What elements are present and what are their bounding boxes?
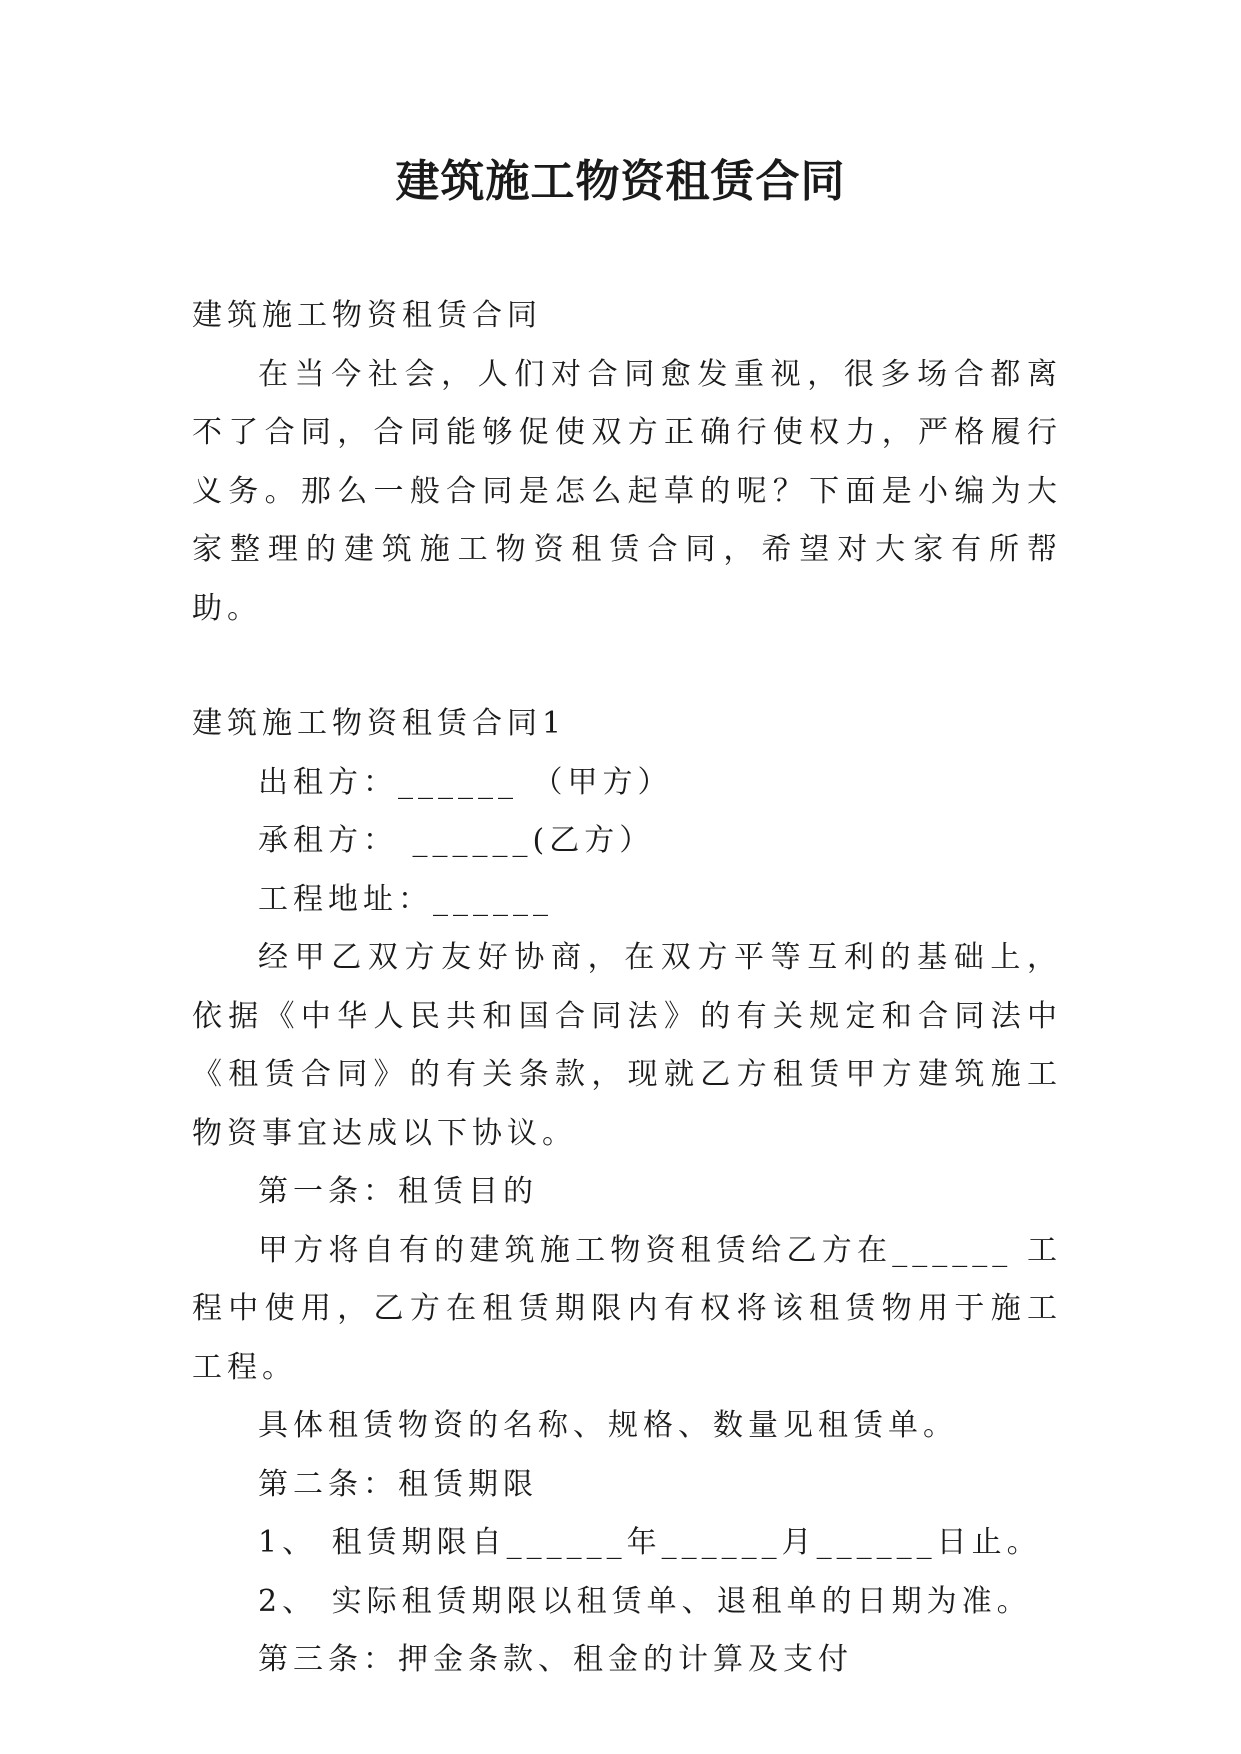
article-2-item-2: 2、 实际租赁期限以租赁单、退租单的日期为准。	[258, 1583, 1032, 1619]
article-2-heading: 第二条：租赁期限	[258, 1466, 538, 1502]
article-1-text: 甲方将自有的建筑施工物资租赁给乙方在______ 工程中使用，乙方在租赁期限内有权将该租赁物用于施工工程。	[192, 1232, 1062, 1385]
article-1-heading: 第一条：租赁目的	[258, 1174, 538, 1209]
lessee-line: 承租方： ______(乙方）	[258, 823, 655, 858]
document-body	[192, 287, 1062, 1690]
document-title: 建筑施工物资租赁合同	[395, 156, 846, 207]
subtitle-paragraph: 建筑施工物资租赁合同	[192, 298, 542, 333]
agreement-preamble: 经甲乙双方友好协商，在双方平等互利的基础上，依据《中华人民共和国合同法》的有关规定和合同法中《租赁合同》的有关条款，现就乙方租赁甲方建筑施工物资事宜达成以下协议。	[192, 940, 1062, 1151]
project-address-line: 工程地址：______	[258, 881, 553, 917]
article-3-heading: 第三条：押金条款、租金的计算及支付	[258, 1642, 853, 1677]
lessor-line: 出租方：______ （甲方）	[258, 764, 673, 800]
contract-heading: 建筑施工物资租赁合同1	[192, 706, 567, 741]
intro-paragraph: 在当今社会，人们对合同愈发重视，很多场合都离不了合同，合同能够促使双方正确行使权力，严格履行义务。那么一般合同是怎么起草的呢？下面是小编为大家整理的建筑施工物资租赁合同，希望对大家有所帮助。	[192, 356, 1062, 626]
article-1-detail: 具体租赁物资的名称、规格、数量见租赁单。	[258, 1408, 958, 1443]
article-2-item-1: 1、 租赁期限自______年______月______日止。	[258, 1525, 1042, 1560]
